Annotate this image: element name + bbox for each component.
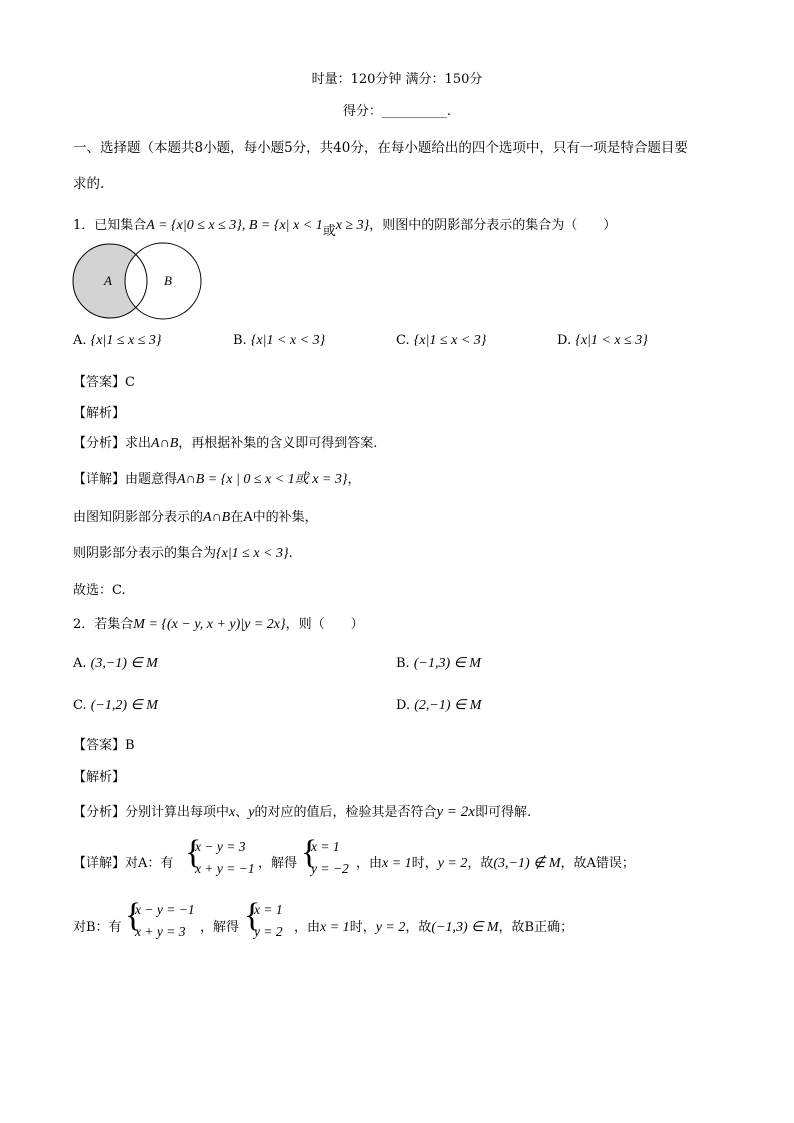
q2-fenxi: 【分析】分别计算出每项中x、y的对应的值后，检验其是否符合y = 2x即可得解. xyxy=(73,804,532,820)
venn-diagram xyxy=(70,238,205,320)
q1-fenxi: 【分析】求出A∩B，再根据补集的含义即可得到答案. xyxy=(73,436,378,451)
q1-detail-line3: 则阴影部分表示的集合为{x|1 ≤ x < 3}. xyxy=(73,546,293,561)
venn-label-a: A xyxy=(104,273,112,288)
q2-option-a[interactable]: A. (3,−1) ∈ M xyxy=(73,656,158,671)
q1-option-b[interactable]: B. {x|1 < x < 3} xyxy=(233,333,326,348)
equation-system-a: x − y = 3 x + y = −1 xyxy=(195,839,255,876)
q2-answer: 【答案】B xyxy=(73,738,135,753)
question-1-stem xyxy=(73,214,617,239)
left-brace-icon: { xyxy=(185,834,202,871)
q1-analysis-tag: 【解析】 xyxy=(73,406,126,421)
left-brace-icon: { xyxy=(125,897,142,934)
set-b: , B = {x| x < 1 xyxy=(241,218,323,233)
question-1-suffix: ，则图中的阴影部分表示的集合为（ ） xyxy=(369,218,617,233)
solution-system-a: x = 1 y = −2 xyxy=(311,839,349,876)
solution-system-b: x = 1 y = 2 xyxy=(254,902,283,939)
set-a: A = {x|0 ≤ x ≤ 3} xyxy=(146,218,242,233)
or-word: 或 xyxy=(322,224,336,239)
question-1-prefix: 1．已知集合 xyxy=(73,218,147,233)
section-title-cont: 求的. xyxy=(73,176,105,192)
venn-label-b: B xyxy=(164,273,172,288)
q2-option-b[interactable]: B. (−1,3) ∈ M xyxy=(396,656,481,671)
section-title: 一、选择题（本题共8小题，每小题5分，共40分，在每小题给出的四个选项中，只有一项是特合题目要 xyxy=(73,140,688,156)
set-b-cont: x ≥ 3} xyxy=(335,218,370,233)
q1-choose: 故选：C. xyxy=(73,583,126,598)
q1-option-d[interactable]: D. {x|1 < x ≤ 3} xyxy=(557,333,648,348)
q1-option-a[interactable]: A. {x|1 ≤ x ≤ 3} xyxy=(73,333,162,348)
q2-option-c[interactable]: C. (−1,2) ∈ M xyxy=(73,698,158,713)
left-brace-icon: { xyxy=(244,897,261,934)
q1-detail-line2: 由图知阴影部分表示的A∩B在A中的补集， xyxy=(73,510,318,525)
q1-xiangjie: 【详解】由题意得A∩B = {x | 0 ≤ x < 1或 x = 3}， xyxy=(73,472,361,487)
q2-analysis-tag: 【解析】 xyxy=(73,770,126,785)
exam-meta: 时量：120分钟 满分：150分 xyxy=(311,72,483,87)
question-2-stem: 2．若集合M = {(x − y, x + y)|y = 2x}，则（ ） xyxy=(73,617,364,632)
q1-option-c[interactable]: C. {x|1 ≤ x < 3} xyxy=(396,333,487,348)
left-brace-icon: { xyxy=(301,834,318,871)
score-line: 得分：__________. xyxy=(342,104,452,119)
equation-system-b: x − y = −1 x + y = 3 xyxy=(135,902,195,939)
q1-answer: 【答案】C xyxy=(73,375,135,390)
q2-option-d[interactable]: D. (2,−1) ∈ M xyxy=(396,698,482,713)
